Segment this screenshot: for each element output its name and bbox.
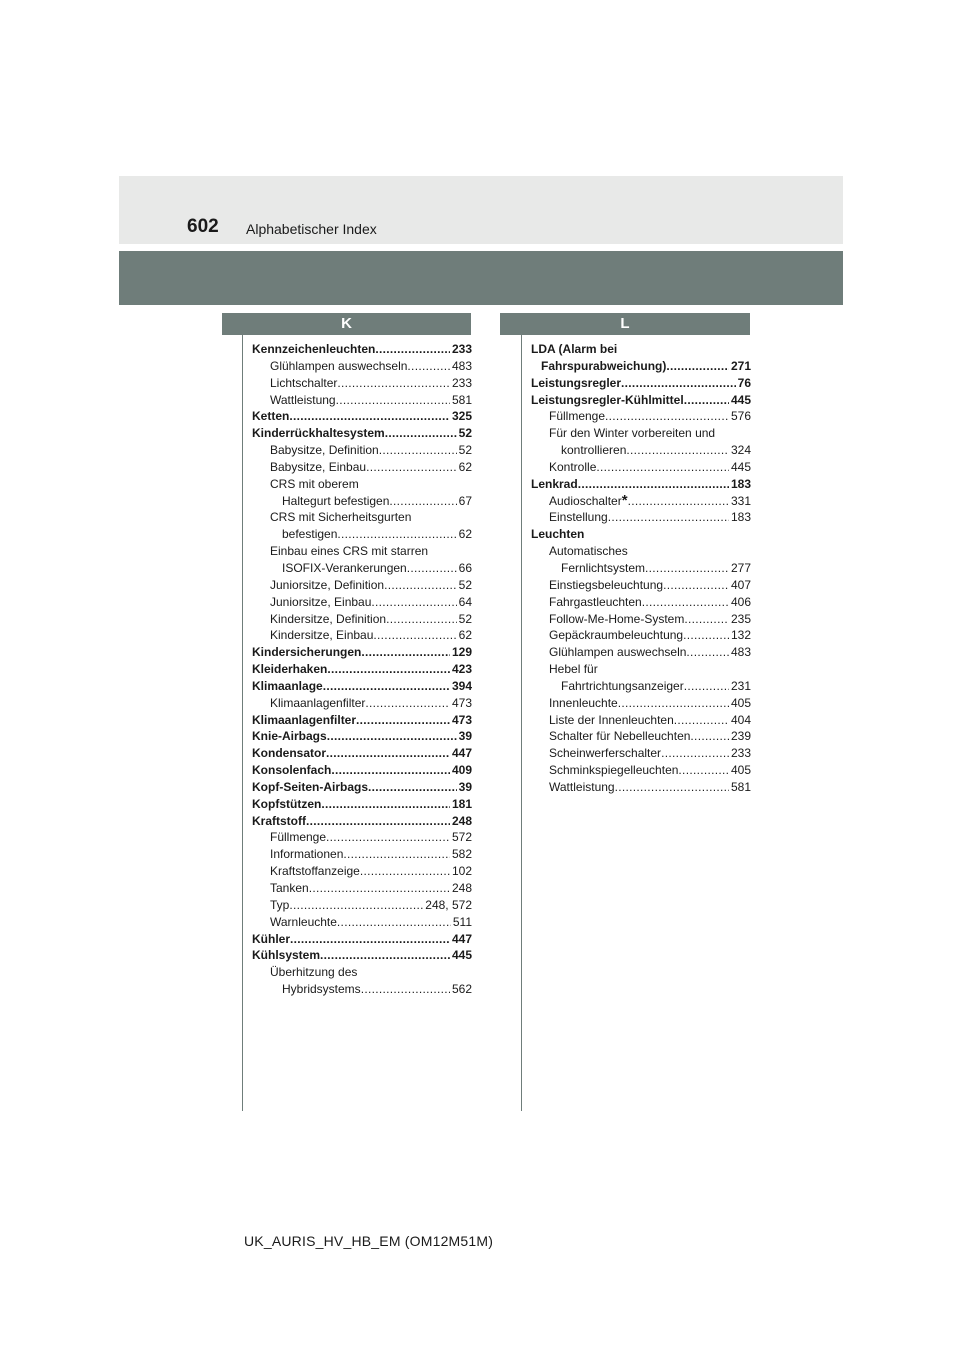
index-entry xyxy=(531,762,751,779)
dot-leader xyxy=(289,897,423,914)
index-page-ref: 331 xyxy=(730,493,751,508)
index-entry-text: Kennzeichenleuchten xyxy=(252,342,376,356)
dot-leader xyxy=(371,594,456,611)
dot-leader xyxy=(337,914,451,931)
footnote-asterisk: * xyxy=(621,492,628,509)
index-entry xyxy=(252,341,472,358)
index-entry-text: Kindersicherungen xyxy=(252,645,362,660)
index-entry xyxy=(252,914,472,931)
index-page-ref: 62 xyxy=(458,459,472,474)
index-entry-text: Kontrolle xyxy=(549,459,597,474)
dot-leader xyxy=(337,526,456,543)
section-title: Alphabetischer Index xyxy=(246,221,377,237)
index-entry xyxy=(252,560,472,577)
index-entry-text: Ketten xyxy=(252,409,290,424)
index-entry-text: Follow-Me-Home-System xyxy=(549,611,685,626)
index-entry-text: ISOFIX-Verankerungen xyxy=(282,560,407,575)
index-entry-text: Klimaanlagenfilter xyxy=(252,712,357,727)
index-entry xyxy=(531,442,751,459)
index-entry-text: Kindersitze, Definition xyxy=(270,611,387,626)
index-entry xyxy=(252,712,472,729)
index-entry xyxy=(531,728,751,745)
index-entry-text: Kopfstützen xyxy=(252,796,322,811)
index-page-ref: 64 xyxy=(458,594,472,609)
index-entry xyxy=(531,745,751,762)
index-entry xyxy=(252,728,472,745)
index-page-ref: 409 xyxy=(451,763,472,778)
index-column-l xyxy=(531,341,751,796)
index-page-ref: 445 xyxy=(730,392,751,407)
dot-leader xyxy=(320,947,450,964)
index-entry xyxy=(531,493,751,510)
index-entry-text: Scheinwerferschalter xyxy=(549,746,662,761)
index-entry xyxy=(252,392,472,409)
index-entry-text: Klimaanlagenfilter xyxy=(270,695,366,710)
index-entry xyxy=(252,863,472,880)
dot-leader xyxy=(337,375,450,392)
index-entry-text: Lenkrad xyxy=(531,476,578,491)
column-divider-k xyxy=(242,335,243,1111)
dot-leader xyxy=(645,560,729,577)
index-page-ref: 483 xyxy=(451,358,472,373)
index-entry xyxy=(531,392,751,409)
dot-leader xyxy=(327,728,457,745)
index-entry-text: Fernlichtsystem xyxy=(561,560,646,575)
index-entry xyxy=(252,981,472,998)
index-entry-text: Wattleistung xyxy=(270,392,336,407)
dot-leader xyxy=(326,829,450,846)
index-entry-text: Innenleuchte xyxy=(549,695,618,710)
index-entry-text: Schalter für Nebelleuchten xyxy=(549,729,691,744)
dot-leader xyxy=(366,459,457,476)
dot-leader xyxy=(626,442,729,459)
index-entry xyxy=(531,509,751,526)
dot-leader xyxy=(384,577,457,594)
index-entry-text: Audioschalter xyxy=(549,493,622,508)
index-entry xyxy=(252,375,472,392)
dot-leader xyxy=(326,745,450,762)
index-entry xyxy=(252,509,472,526)
dot-leader xyxy=(684,611,729,628)
index-entry-text: Babysitze, Definition xyxy=(270,443,379,458)
index-entry xyxy=(252,442,472,459)
dot-leader xyxy=(407,358,450,375)
index-entry xyxy=(531,611,751,628)
index-entry-text: befestigen xyxy=(282,527,338,542)
index-entry xyxy=(531,661,751,678)
index-entry-text: Konsolenfach xyxy=(252,763,332,778)
index-page-ref: 271 xyxy=(730,358,751,373)
index-entry xyxy=(531,358,751,375)
index-entry-text: Schminkspiegelleuchten xyxy=(549,763,679,778)
dot-leader xyxy=(683,627,729,644)
index-entry-text: Leistungsregler-Kühlmittel xyxy=(531,392,684,407)
dot-leader xyxy=(578,476,729,493)
index-page-ref: 62 xyxy=(458,527,472,542)
index-entry-text: Kinderrückhaltesystem xyxy=(252,426,385,441)
index-entry xyxy=(252,964,472,981)
index-entry-text: CRS mit oberem xyxy=(270,476,359,491)
index-entry-text: Leistungsregler xyxy=(531,375,622,390)
index-entry-text: Warnleuchte xyxy=(270,914,337,929)
index-entry xyxy=(531,425,751,442)
index-entry xyxy=(531,526,751,543)
index-entry-text: Liste der Innenleuchten xyxy=(549,712,674,727)
index-page-ref: 277 xyxy=(730,560,751,575)
dot-leader xyxy=(321,796,450,813)
dot-leader xyxy=(642,594,729,611)
index-entry xyxy=(531,408,751,425)
index-entry xyxy=(252,408,472,425)
index-entry-text: LDA (Alarm bei xyxy=(531,342,618,356)
dot-leader xyxy=(289,408,450,425)
index-page-ref: 406 xyxy=(730,594,751,609)
index-entry xyxy=(531,779,751,796)
index-page-ref: 473 xyxy=(451,712,472,727)
index-entry xyxy=(252,577,472,594)
letter-tab-l: L xyxy=(500,313,750,335)
dot-leader xyxy=(678,762,729,779)
dot-leader xyxy=(327,661,450,678)
index-entry xyxy=(252,880,472,897)
index-entry-text: Für den Winter vorbereiten und xyxy=(549,426,716,441)
dot-leader xyxy=(360,863,450,880)
dot-leader xyxy=(628,493,729,510)
index-entry-text: Glühlampen auswechseln xyxy=(549,645,687,660)
dot-leader xyxy=(666,358,729,375)
index-page-ref: 582 xyxy=(451,847,472,862)
index-entry-text: Wattleistung xyxy=(549,779,615,794)
index-page-ref: 102 xyxy=(451,864,472,879)
index-entry-text: Kleiderhaken xyxy=(252,662,328,677)
index-page-ref: 572 xyxy=(451,830,472,845)
index-entry xyxy=(252,813,472,830)
index-page-ref: 483 xyxy=(730,645,751,660)
index-column-k xyxy=(252,341,472,998)
column-divider-l xyxy=(521,335,522,1111)
index-page-ref: 562 xyxy=(451,982,472,997)
dot-leader xyxy=(674,712,729,729)
index-page-ref: 235 xyxy=(730,611,751,626)
dot-leader xyxy=(385,425,457,442)
index-entry xyxy=(252,358,472,375)
index-page-ref: 445 xyxy=(451,948,472,963)
index-page-ref: 239 xyxy=(730,729,751,744)
dot-leader xyxy=(621,375,736,392)
index-page-ref: 423 xyxy=(451,662,472,677)
index-page-ref: 231 xyxy=(730,678,751,693)
dot-leader xyxy=(343,846,450,863)
index-entry xyxy=(531,543,751,560)
index-page-ref: 181 xyxy=(451,796,472,811)
index-page-ref: 132 xyxy=(730,628,751,643)
index-entry xyxy=(252,796,472,813)
index-entry xyxy=(252,695,472,712)
index-entry-text: Einstellung xyxy=(549,510,608,525)
dot-leader xyxy=(407,560,457,577)
index-entry xyxy=(252,846,472,863)
index-page-ref: 66 xyxy=(458,560,472,575)
index-entry xyxy=(252,678,472,695)
index-entry xyxy=(252,931,472,948)
dot-leader xyxy=(375,341,450,358)
index-entry xyxy=(531,577,751,594)
index-entry-text: Haltegurt befestigen xyxy=(282,493,390,508)
dot-leader xyxy=(368,779,457,796)
index-entry-text: Überhitzung des xyxy=(270,965,358,980)
dot-leader xyxy=(336,392,450,409)
index-entry xyxy=(252,745,472,762)
index-entry xyxy=(252,829,472,846)
index-entry xyxy=(531,560,751,577)
dot-leader xyxy=(618,695,729,712)
index-page-ref: 248 xyxy=(451,813,472,828)
page-number: 602 xyxy=(187,216,219,237)
index-entry xyxy=(252,611,472,628)
index-entry-text: Einbau eines CRS mit starren xyxy=(270,544,429,559)
index-page-ref: 581 xyxy=(451,392,472,407)
dot-leader xyxy=(323,678,450,695)
index-entry xyxy=(252,947,472,964)
index-entry-text: Juniorsitze, Einbau xyxy=(270,594,372,609)
dot-leader xyxy=(663,577,729,594)
dot-leader xyxy=(306,813,450,830)
index-entry xyxy=(252,762,472,779)
index-page-ref: 405 xyxy=(730,763,751,778)
index-entry-text: Kopf-Seiten-Airbags xyxy=(252,779,369,794)
index-entry-text: Knie-Airbags xyxy=(252,729,327,744)
index-entry xyxy=(531,627,751,644)
index-entry xyxy=(252,493,472,510)
index-entry-text: Informationen xyxy=(270,847,344,862)
dot-leader xyxy=(684,678,729,695)
index-entry-text: Fahrspurabweichung) xyxy=(541,358,667,373)
index-entry-text: Hybridsystems xyxy=(282,982,361,997)
index-entry xyxy=(252,594,472,611)
header-band xyxy=(119,176,843,244)
index-page-ref: 183 xyxy=(730,510,751,525)
index-entry xyxy=(531,678,751,695)
index-entry-text: Automatisches xyxy=(549,544,628,559)
index-page-ref: 76 xyxy=(737,375,751,390)
index-entry-text: kontrollieren xyxy=(561,443,627,458)
dot-leader xyxy=(608,509,729,526)
index-page-ref: 405 xyxy=(730,695,751,710)
dot-leader xyxy=(361,981,450,998)
index-entry xyxy=(252,543,472,560)
index-page-ref: 39 xyxy=(458,729,472,744)
dot-leader xyxy=(684,392,729,409)
index-entry-text: CRS mit Sicherheitsgurten xyxy=(270,510,412,525)
index-page-ref: 447 xyxy=(451,931,472,946)
dot-leader xyxy=(386,611,457,628)
dot-leader xyxy=(389,493,456,510)
document-code: UK_AURIS_HV_HB_EM (OM12M51M) xyxy=(244,1233,494,1249)
index-page-ref: 129 xyxy=(451,645,472,660)
index-entry xyxy=(531,644,751,661)
index-entry xyxy=(531,459,751,476)
dot-leader xyxy=(365,695,450,712)
dot-leader xyxy=(356,712,450,729)
index-entry-text: Kühler xyxy=(252,931,291,946)
index-page-ref: 576 xyxy=(730,409,751,424)
index-page-ref: 511 xyxy=(452,914,472,929)
index-entry xyxy=(252,526,472,543)
index-entry-text: Kraftstoff xyxy=(252,813,306,828)
index-page-ref: 233 xyxy=(451,375,472,390)
index-entry xyxy=(252,779,472,796)
index-entry-text: Kondensator xyxy=(252,746,327,761)
index-entry xyxy=(531,712,751,729)
index-entry-text: Gepäckraumbeleuchtung xyxy=(549,628,684,643)
index-entry-text: Babysitze, Einbau xyxy=(270,459,367,474)
index-page-ref: 248, 572 xyxy=(425,897,472,912)
dot-leader xyxy=(290,931,450,948)
dot-leader xyxy=(615,779,729,796)
index-entry-text: Hebel für xyxy=(549,662,598,677)
dot-leader xyxy=(596,459,729,476)
letter-tab-k: K xyxy=(222,313,471,335)
index-entry-text: Fahrgastleuchten xyxy=(549,594,642,609)
index-entry-text: Einstiegsbeleuchtung xyxy=(549,577,664,592)
dot-leader xyxy=(373,627,456,644)
dot-leader xyxy=(686,644,729,661)
index-page-ref: 407 xyxy=(730,577,751,592)
index-entry-text: Typ xyxy=(270,897,290,912)
index-entry xyxy=(252,897,472,914)
dot-leader xyxy=(605,408,729,425)
index-entry xyxy=(252,627,472,644)
section-band xyxy=(119,251,843,305)
dot-leader xyxy=(661,745,729,762)
index-entry-text: Kindersitze, Einbau xyxy=(270,628,374,643)
index-page-ref: 447 xyxy=(451,746,472,761)
dot-leader xyxy=(309,880,450,897)
index-page-ref: 233 xyxy=(730,746,751,761)
index-entry-text: Tanken xyxy=(270,881,309,895)
index-entry-text: Kraftstoffanzeige xyxy=(270,864,360,879)
index-page-ref: 404 xyxy=(730,712,751,727)
index-entry xyxy=(252,476,472,493)
index-entry xyxy=(531,594,751,611)
index-entry xyxy=(252,644,472,661)
index-page-ref: 394 xyxy=(451,678,472,693)
index-page-ref: 473 xyxy=(451,695,472,710)
index-page-ref: 52 xyxy=(458,611,472,626)
index-entry-text: Glühlampen auswechseln xyxy=(270,358,408,373)
index-entry xyxy=(252,425,472,442)
index-page-ref: 39 xyxy=(458,779,472,794)
dot-leader xyxy=(331,762,450,779)
index-entry xyxy=(531,375,751,392)
index-page-ref: 67 xyxy=(458,493,472,508)
index-page-ref: 233 xyxy=(451,342,472,356)
index-page-ref: 324 xyxy=(730,443,751,458)
index-page-ref: 325 xyxy=(451,409,472,424)
index-entry-text: Füllmenge xyxy=(270,830,327,845)
index-page-ref: 445 xyxy=(730,459,751,474)
index-entry xyxy=(531,695,751,712)
index-entry-text: Juniorsitze, Definition xyxy=(270,577,385,592)
index-entry-text: Füllmenge xyxy=(549,409,606,424)
index-page-ref: 52 xyxy=(458,426,472,441)
index-entry xyxy=(531,476,751,493)
dot-leader xyxy=(379,442,457,459)
index-entry-text: Leuchten xyxy=(531,527,585,542)
index-page-ref: 248 xyxy=(451,881,472,895)
index-entry xyxy=(531,341,751,358)
index-entry-text: Fahrtrichtungsanzeiger xyxy=(561,678,684,693)
dot-leader xyxy=(361,644,450,661)
index-page-ref: 581 xyxy=(730,779,751,794)
index-page-ref: 183 xyxy=(730,476,751,491)
index-entry xyxy=(252,661,472,678)
index-entry-text: Kühlsystem xyxy=(252,948,321,963)
index-entry-text: Lichtschalter xyxy=(270,375,338,390)
index-entry-text: Klimaanlage xyxy=(252,678,323,693)
index-entry xyxy=(252,459,472,476)
index-page-ref: 62 xyxy=(458,628,472,643)
index-page-ref: 52 xyxy=(458,577,472,592)
dot-leader xyxy=(690,728,729,745)
index-page-ref: 52 xyxy=(458,443,472,458)
